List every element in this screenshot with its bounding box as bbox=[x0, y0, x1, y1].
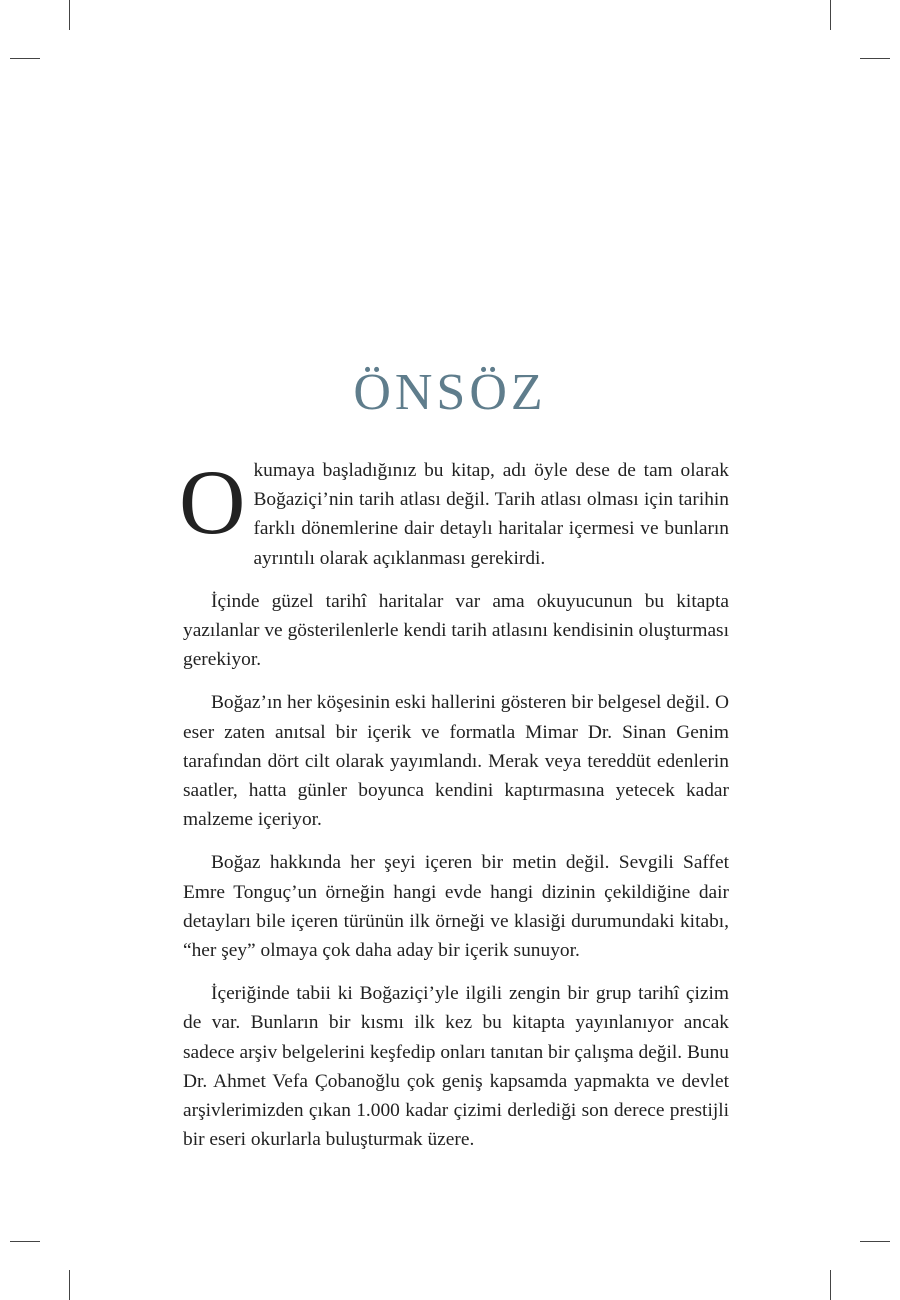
crop-mark-bottom-right bbox=[830, 1270, 831, 1300]
paragraph-4: Boğaz hakkında her şeyi içeren bir metin değil. Sevgili Saffet Emre Tonguç’un örneğin hangi evde hangi dizinin çekildiğine dair detayları bile içeren türünün ilk örneği ve klasiği durumundaki kitabı, “her şey” olmaya çok daha aday bir içerik sunuyor. bbox=[183, 852, 729, 962]
body-text bbox=[179, 451, 729, 1168]
paragraph-1-text: kumaya başladığınız bu kitap, adı öyle dese de tam olarak Boğaziçi’nin tarih atlası değil. Tarih atlası olması için tarihin farklı dönemlerine dair detaylı haritalar içermesi ve bunların ayrıntılı olarak açıklanması gerekirdi. bbox=[253, 460, 729, 569]
crop-mark-bottom-left bbox=[69, 1270, 70, 1300]
crop-mark-top-right bbox=[830, 0, 831, 30]
crop-mark-top-right-horizontal bbox=[860, 58, 890, 59]
crop-mark-bottom-right-horizontal bbox=[860, 1241, 890, 1242]
drop-cap: O bbox=[179, 451, 246, 553]
paragraph-2: İçinde güzel tarihî haritalar var ama okuyucunun bu kitapta yazılanlar ve gösterilenlerle kendi tarih atlasını kendisinin oluşturması gerekiyor. bbox=[183, 590, 729, 671]
crop-mark-top-left bbox=[69, 0, 70, 30]
paragraph-3: Boğaz’ın her köşesinin eski hallerini gösteren bir belgesel değil. O eser zaten anıtsal bir içerik ve formatla Mimar Dr. Sinan Genim tarafından dört cilt olarak yayımlandı. Merak veya tereddüt edenlerin saatler, hatta günler boyunca kendini kaptırmasına yetecek kadar malzeme içeriyor. bbox=[183, 692, 729, 831]
crop-mark-bottom-left-horizontal bbox=[10, 1241, 40, 1242]
paragraph-5: İçeriğinde tabii ki Boğaziçi’yle ilgili zengin bir grup tarihî çizim de var. Bunların bir kısmı ilk kez bu kitapta yayınlanıyor ancak sadece arşiv belgelerini keşfedip onları tanıtan bir çalışma değil. Bunu Dr. Ahmet Vefa Çobanoğlu çok geniş kapsamda yapmakta ve devlet arşivlerimizden çıkan 1.000 kadar çizimi derlediği son derece prestijli bir eseri okurlarla buluşturmak üzere. bbox=[183, 983, 729, 1151]
page-title: ÖNSÖZ bbox=[353, 364, 547, 421]
paragraph-1 bbox=[179, 451, 729, 573]
crop-mark-top-left-horizontal bbox=[10, 58, 40, 59]
